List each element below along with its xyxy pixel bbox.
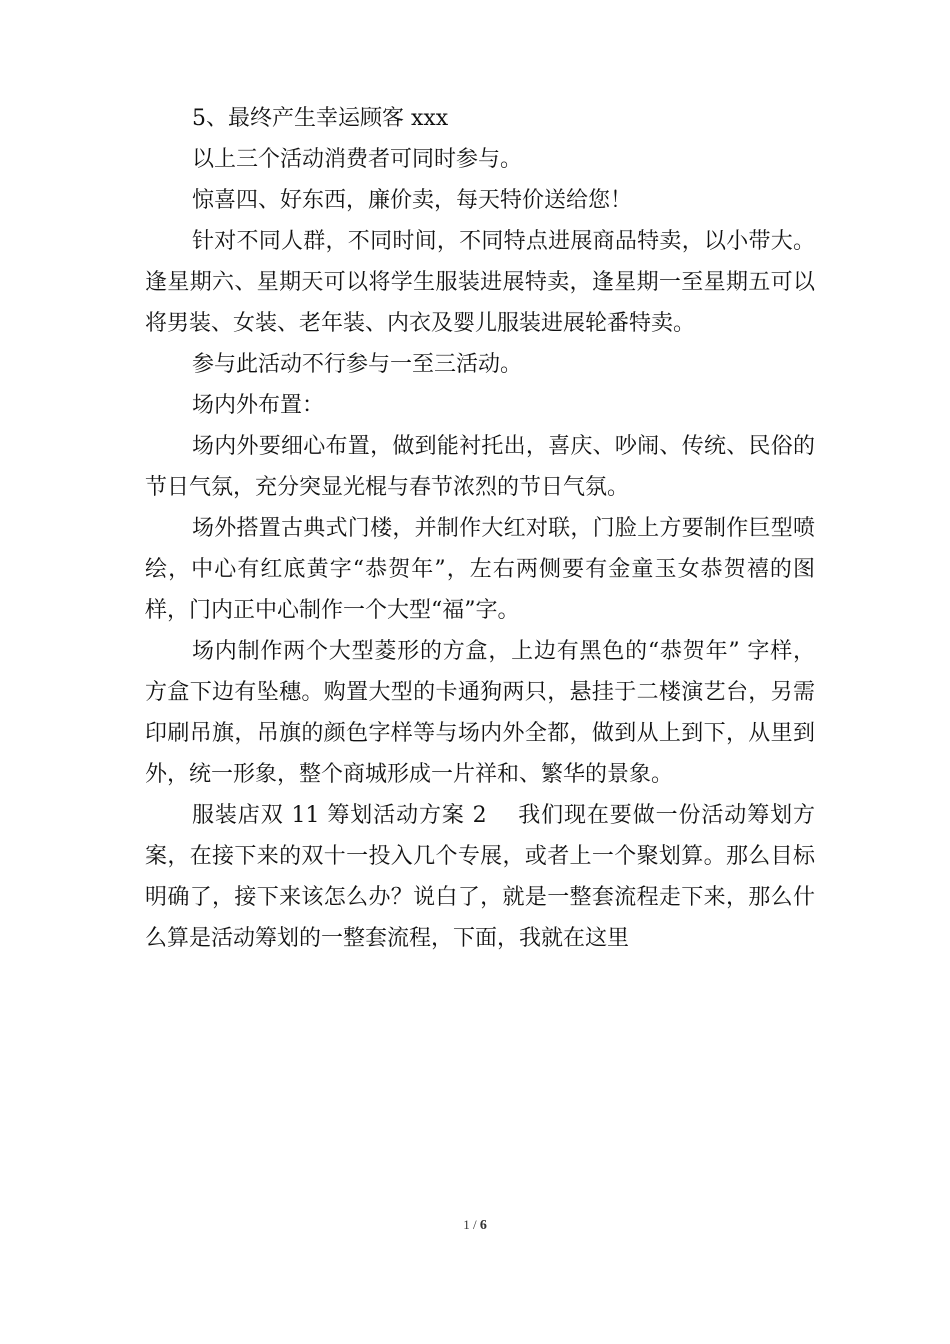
page-number-total: 6 bbox=[479, 1218, 487, 1233]
page-number-separator: / bbox=[469, 1217, 480, 1232]
document-body bbox=[145, 98, 815, 959]
paragraph-plan-two: 服装店双 11 筹划活动方案 2 我们现在要做一份活动筹划方案，在接下来的双十一投入几个专展，或者上一个聚划算。那么目标明确了，接下来该怎么办？说白了，就是一整套流程走下来，那么什么算是活动筹划的一整套流程，下面，我就在这里 bbox=[145, 803, 815, 951]
paragraph-layout-heading: 场内外布置： bbox=[192, 393, 325, 418]
paragraph-outdoor-gate: 场外搭置古典式门楼，并制作大红对联，门脸上方要制作巨型喷绘，中心有红底黄字“恭贺年”，左右两侧要有金童玉女恭贺禧的图样，门内正中心制作一个大型“福”字。 bbox=[145, 516, 815, 623]
paragraph-surprise-four: 惊喜四、好东西，廉价卖，每天特价送给您！ bbox=[192, 188, 633, 213]
paragraph-exclusion-note: 参与此活动不行参与一至三活动。 bbox=[192, 352, 523, 377]
paragraph-lucky-customer: 5、最终产生幸运顾客 xxx bbox=[192, 106, 449, 131]
paragraph-indoor-decor: 场内制作两个大型菱形的方盒，上边有黑色的“恭贺年” 字样，方盒下边有坠穗。购置大型的卡通狗两只，悬挂于二楼演艺台，另需印刷吊旗，吊旗的颜色字样等与场内外全都，做到从上到下，从里到外，统一形象，整个商城形成一片祥和、繁华的景象。 bbox=[145, 639, 815, 787]
page-number-current: 1 bbox=[463, 1217, 470, 1232]
page-number bbox=[0, 1217, 950, 1234]
paragraph-special-sale: 针对不同人群，不同时间，不同特点进展商品特卖，以小带大。逢星期六、星期天可以将学生服装进展特卖，逢星期一至星期五可以将男装、女装、老年装、内衣及婴儿服装进展轮番特卖。 bbox=[145, 229, 815, 336]
paragraph-participation-note: 以上三个活动消费者可同时参与。 bbox=[192, 147, 523, 172]
paragraph-layout-atmosphere: 场内外要细心布置，做到能衬托出，喜庆、吵闹、传统、民俗的节日气氛，充分突显光棍与春节浓烈的节日气氛。 bbox=[145, 434, 815, 500]
